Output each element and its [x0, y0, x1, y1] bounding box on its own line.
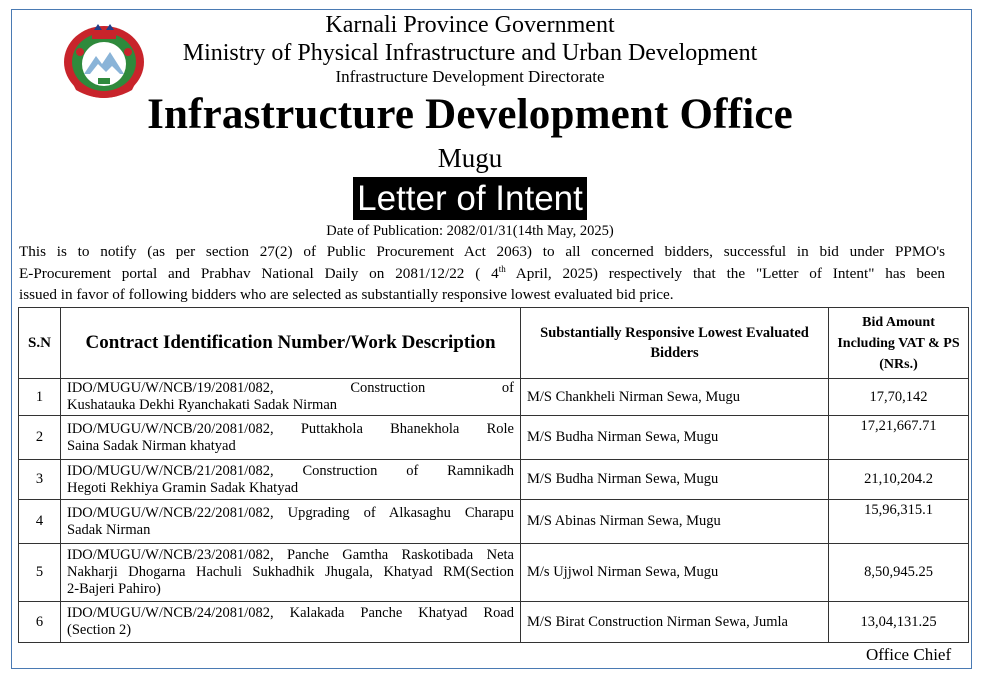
publication-date: Date of Publication: 2082/01/31(14th May, 2025) — [326, 223, 614, 239]
row-bidder: M/s Ujjwol Nirman Sewa, Mugu — [521, 544, 829, 602]
table-row — [19, 460, 969, 500]
row-sn: 1 — [19, 379, 61, 416]
table-row — [19, 544, 969, 602]
row-sn: 4 — [19, 500, 61, 544]
signature-office-chief: Office Chief — [866, 645, 952, 664]
row-bidder: M/S Chankheli Nirman Sewa, Mugu — [521, 379, 829, 416]
row-description: IDO/MUGU/W/NCB/23/2081/082, Panche Gamtha Raskotibada Neta Nakharji Dhogarna Hachuli Sukhadhik Jhugala, Khatyad RM(Section 2-Bajeri Pahiro) — [61, 544, 521, 602]
office-name: Infrastructure Development Office — [147, 91, 793, 138]
row-amount: 15,96,315.1 — [829, 500, 969, 544]
notice-paragraph — [19, 241, 945, 306]
row-amount: 21,10,204.2 — [829, 460, 969, 500]
row-description: IDO/MUGU/W/NCB/21/2081/082, Construction of Ramnikadh Hegoti Rekhiya Gramin Sadak Khatyad — [61, 460, 521, 500]
table-row — [19, 500, 969, 544]
table-row — [19, 602, 969, 643]
table-row — [19, 379, 969, 416]
district-name: Mugu — [437, 143, 503, 173]
row-description: IDO/MUGU/W/NCB/22/2081/082, Upgrading of Alkasaghu Charapu Sadak Nirman — [61, 500, 521, 544]
row-description: IDO/MUGU/W/NCB/19/2081/082, Construction of Kushatauka Dekhi Ryanchakati Sadak Nirman — [61, 379, 521, 416]
header-description: Contract Identification Number/Work Description — [61, 308, 521, 379]
row-amount: 17,21,667.71 — [829, 416, 969, 460]
row-sn: 6 — [19, 602, 61, 643]
row-description: IDO/MUGU/W/NCB/24/2081/082, Kalakada Panche Khatyad Road (Section 2) — [61, 602, 521, 643]
letter-title: Letter of Intent — [353, 177, 587, 220]
row-bidder: M/S Budha Nirman Sewa, Mugu — [521, 416, 829, 460]
directorate-name: Infrastructure Development Directorate — [335, 67, 605, 86]
header-amount: Bid Amount Including VAT & PS (NRs.) — [829, 308, 969, 379]
notice-line-2: E-Procurement portal and Prabhav National Daily on 2081/12/22 ( 4th April, 2025) respectively that the "Letter of Intent" has been — [19, 263, 945, 282]
row-bidder: M/S Abinas Nirman Sewa, Mugu — [521, 500, 829, 544]
row-sn: 5 — [19, 544, 61, 602]
table-header-row — [19, 308, 969, 379]
ministry-name: Ministry of Physical Infrastructure and Urban Development — [182, 40, 758, 66]
row-amount: 17,70,142 — [829, 379, 969, 416]
row-amount: 13,04,131.25 — [829, 602, 969, 643]
header-bidder: Substantially Responsive Lowest Evaluated Bidders — [521, 308, 829, 379]
notice-line-1: This is to notify (as per section 27(2) of Public Procurement Act 2063) to all concerned bidders, successful in bid under PPMO's — [19, 243, 945, 260]
notice-line-3: issued in favor of following bidders who are selected as substantially responsive lowest evaluated bid price. — [19, 286, 674, 303]
row-amount: 8,50,945.25 — [829, 544, 969, 602]
row-sn: 2 — [19, 416, 61, 460]
row-bidder: M/S Birat Construction Nirman Sewa, Jumla — [521, 602, 829, 643]
bid-table — [18, 307, 969, 643]
government-name: Karnali Province Government — [325, 12, 615, 38]
table-row — [19, 416, 969, 460]
row-bidder: M/S Budha Nirman Sewa, Mugu — [521, 460, 829, 500]
row-sn: 3 — [19, 460, 61, 500]
header-sn: S.N — [19, 308, 61, 379]
title-wrap — [0, 177, 940, 220]
row-description: IDO/MUGU/W/NCB/20/2081/082, Puttakhola Bhanekhola Role Saina Sadak Nirman khatyad — [61, 416, 521, 460]
